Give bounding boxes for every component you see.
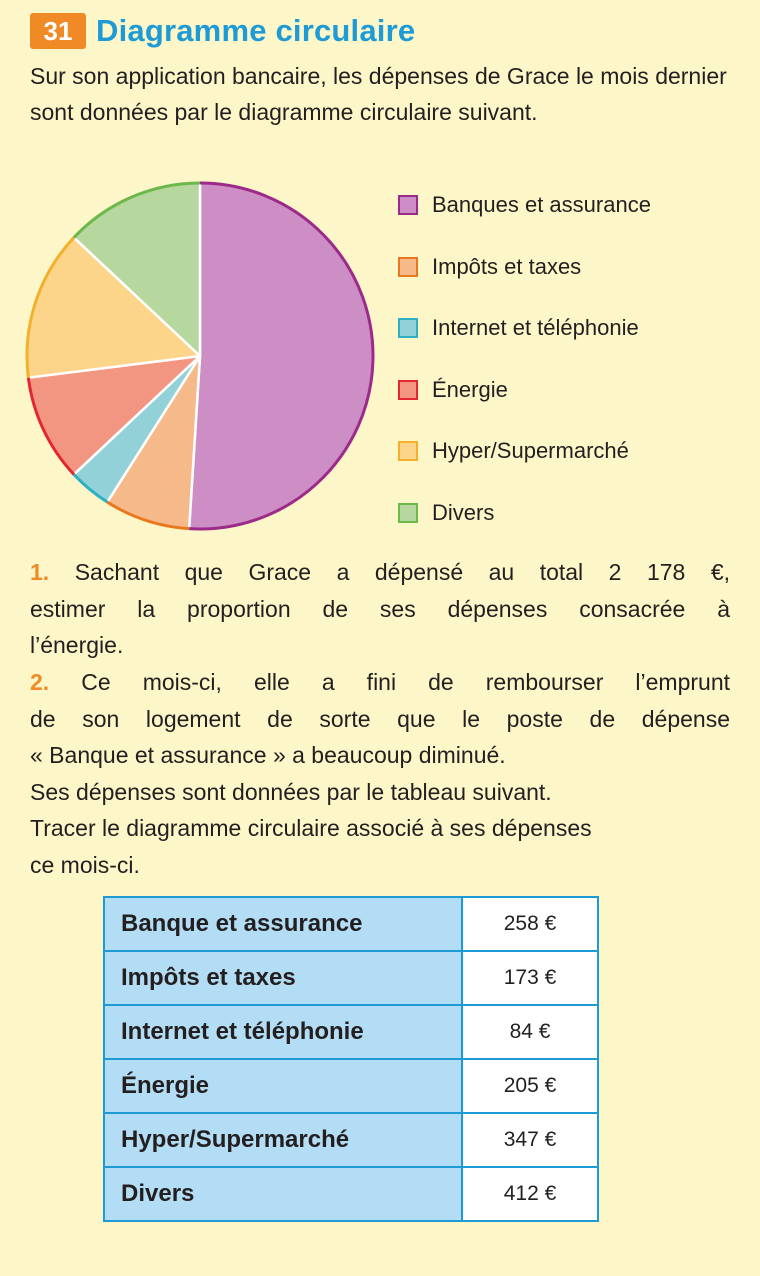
question-line: Ses dépenses sont données par le tableau suivant. [30, 778, 552, 805]
row-label: Impôts et taxes [104, 951, 462, 1005]
row-value: 173 € [462, 951, 598, 1005]
question-1 [30, 554, 730, 664]
intro-text: Sur son application bancaire, les dépenses de Grace le mois dernier sont données par le diagramme circulaire suivant. [30, 63, 727, 125]
question-line: Tracer le diagramme circulaire associé à ses dépenses [30, 815, 592, 841]
legend-label: Impôts et taxes [432, 253, 582, 279]
row-label: Banque et assurance [104, 897, 462, 951]
legend-item [398, 432, 651, 470]
row-value: 205 € [462, 1059, 598, 1113]
question-number: 2. [30, 669, 50, 695]
legend-swatch [398, 318, 418, 338]
exercise-header [30, 12, 415, 50]
table-row [104, 1059, 598, 1113]
question-line: estimer la proportion de ses dépenses consacrée à [30, 595, 730, 622]
legend-item [398, 248, 651, 286]
legend-label: Énergie [432, 376, 508, 402]
row-label: Internet et téléphonie [104, 1005, 462, 1059]
legend-item [398, 494, 651, 532]
legend-label: Hyper/Supermarché [432, 438, 629, 463]
legend-item [398, 371, 651, 409]
row-label: Hyper/Supermarché [104, 1113, 462, 1167]
legend-item [398, 309, 651, 347]
question-line: Sachant que Grace a dépensé au total 2 178 €, [74, 559, 731, 585]
legend-item [398, 186, 651, 224]
legend-swatch [398, 380, 418, 400]
legend-swatch [398, 195, 418, 215]
table-row [104, 951, 598, 1005]
question-line: l’énergie. [30, 632, 124, 658]
question-number: 1. [30, 559, 50, 585]
question-line: Ce mois-ci, elle a fini de rembourser l’emprunt [81, 669, 731, 695]
exercise-title: Diagramme circulaire [96, 13, 416, 48]
exercise-number-badge: 31 [30, 13, 86, 49]
table-row [104, 1113, 598, 1167]
row-value: 84 € [462, 1005, 598, 1059]
question-2 [30, 664, 730, 883]
legend-label: Internet et téléphonie [432, 315, 639, 340]
row-value: 347 € [462, 1113, 598, 1167]
legend-swatch [398, 257, 418, 277]
table-row [104, 897, 598, 951]
legend-label: Banques et assurance [432, 192, 651, 217]
row-value: 258 € [462, 897, 598, 951]
question-line: ce mois-ci. [30, 851, 140, 878]
legend-swatch [398, 503, 418, 523]
pie-slice [189, 183, 373, 529]
chart-legend [398, 186, 651, 555]
question-line: de son logement de sorte que le poste de dépense [30, 705, 730, 732]
row-value: 412 € [462, 1167, 598, 1221]
row-label: Divers [104, 1167, 462, 1221]
expenses-table [103, 896, 599, 1222]
question-line: « Banque et assurance » a beaucoup diminué. [30, 742, 506, 768]
row-label: Énergie [104, 1059, 462, 1113]
pie-chart [20, 172, 380, 542]
legend-swatch [398, 441, 418, 461]
legend-label: Divers [432, 499, 495, 525]
table-row [104, 1005, 598, 1059]
table-row [104, 1167, 598, 1221]
